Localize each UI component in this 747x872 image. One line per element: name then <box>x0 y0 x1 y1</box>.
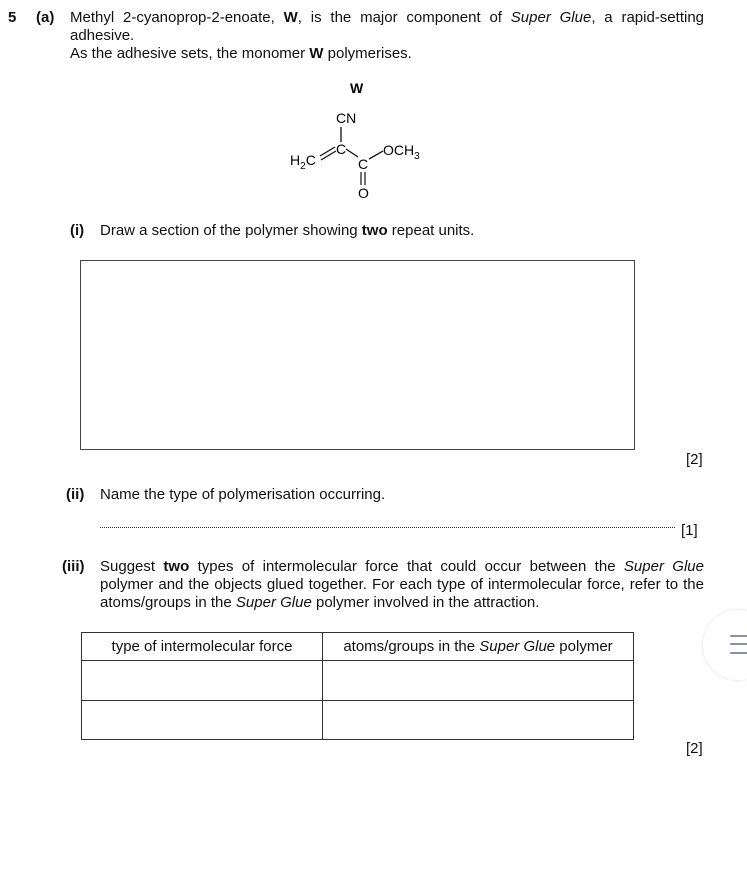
answer-table <box>81 632 634 740</box>
q-i-marks: [2] <box>686 451 703 468</box>
carbonyl-oxygen: O <box>358 185 369 200</box>
floating-menu-button[interactable] <box>703 610 747 680</box>
h2c-group: $H_2C$ <box>290 152 316 172</box>
table-header-force: type of intermolecular force <box>82 633 323 661</box>
answer-box[interactable] <box>80 260 635 450</box>
table-cell[interactable] <box>323 701 634 740</box>
table-cell[interactable] <box>323 661 634 701</box>
q-ii-marks: [1] <box>681 522 698 539</box>
table-cell[interactable] <box>82 701 323 740</box>
carbon-2: C <box>358 156 369 172</box>
q-i-text: Draw a section of the polymer showing two repeat units. <box>100 222 475 239</box>
carbon-1: C <box>336 141 347 157</box>
table-header-atoms: atoms/groups in the Super Glue polymer <box>323 633 634 661</box>
och3-group: $OCH_3$ <box>383 142 420 162</box>
question-number: 5 <box>8 9 17 26</box>
answer-line[interactable] <box>100 527 675 528</box>
intro-text: Methyl 2-cyanoprop-2-enoate, W, is the major component of Super Glue, a rapid-setting adhesive. As the adhesive sets, the monomer W polymerises. <box>70 9 705 62</box>
q-iii-marks: [2] <box>686 740 703 757</box>
q-i-label: (i) <box>70 222 85 239</box>
q-ii-text: Name the type of polymerisation occurring. <box>100 486 386 503</box>
monomer-structure <box>280 75 440 200</box>
q-iii-label: (iii) <box>62 558 85 575</box>
cn-group: CN <box>336 110 357 126</box>
part-a-label: (a) <box>36 9 55 26</box>
structure-label: W <box>350 80 364 96</box>
table-cell[interactable] <box>82 661 323 701</box>
q-ii-label: (ii) <box>66 486 85 503</box>
q-iii-text: Suggest two types of intermolecular force that could occur between the Super Glue polymer and the objects glued together. For each type of intermolecular force, refer to the atoms/groups in the Super Glue polymer involved in the attraction. <box>100 558 704 611</box>
